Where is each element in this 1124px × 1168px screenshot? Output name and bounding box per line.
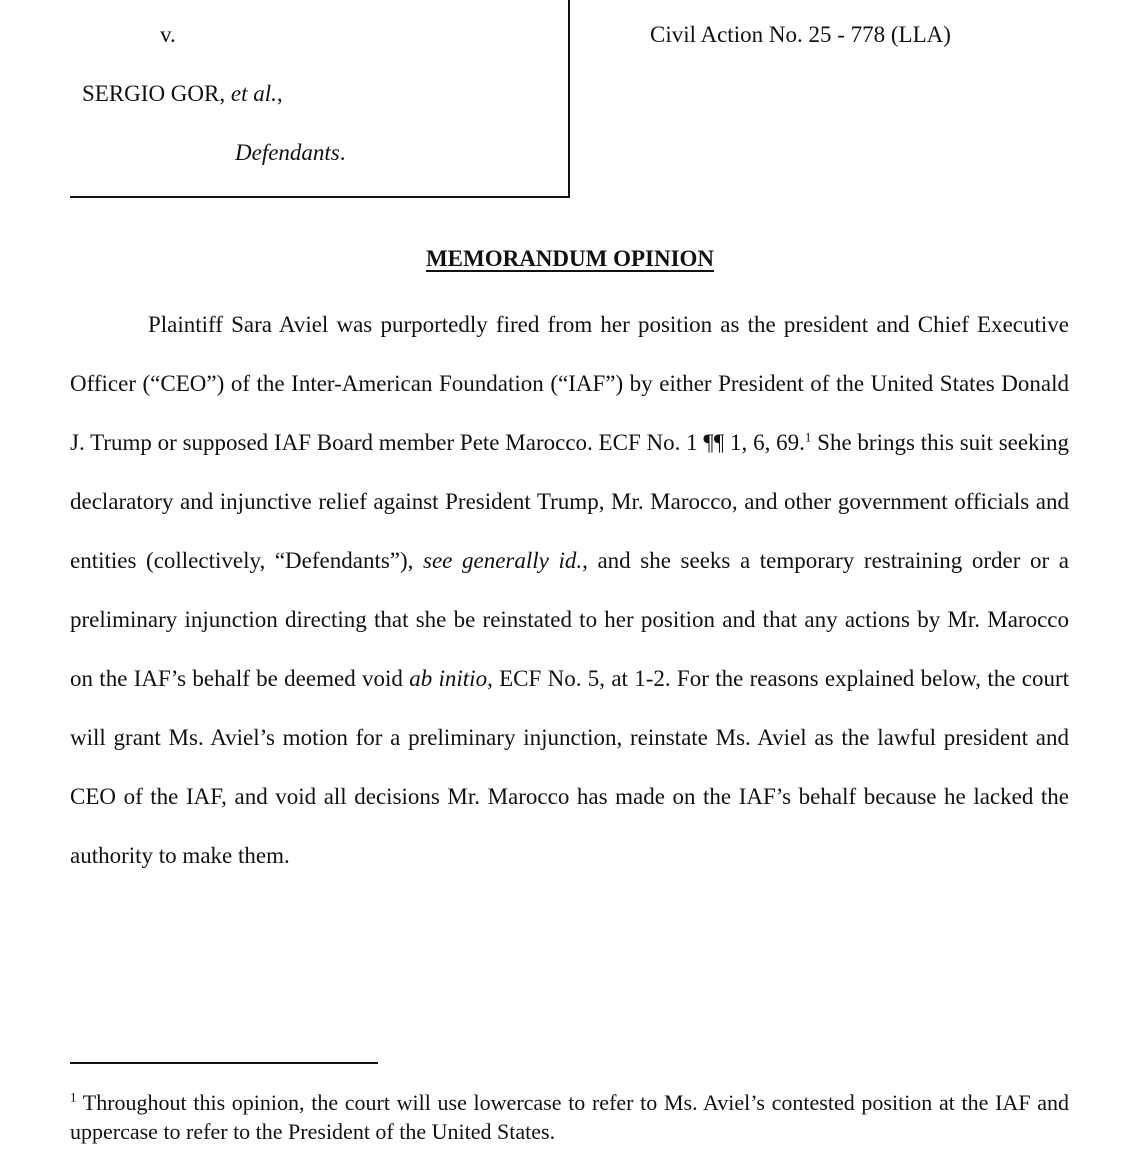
- body-ab-initio: ab initio: [409, 666, 488, 691]
- body-citation-see-generally: see generally id.: [423, 548, 583, 573]
- body-sentence-1: Plaintiff Sara Aviel was purportedly fired from her position as the president and Chief Executive Officer (“CEO”) of the Inter-American Foundation (“IAF”) by either President of the United States Donald J. Trump or supposed IAF Board member Pete Marocco. ECF No. 1 ¶¶ 1, 6, 69.: [70, 312, 1069, 455]
- footnote-number: 1: [70, 1089, 77, 1105]
- defendant-comma: ,: [276, 81, 283, 106]
- body-sentence-3: , and she seeks a temporary restraining order or a preliminary injunction directing that she be reinstated to her position and that any actions by Mr. Marocco on the IAF’s behalf be deemed void: [70, 548, 1069, 691]
- defendant-name-text: SERGIO GOR,: [82, 81, 231, 106]
- opinion-paragraph: [70, 295, 1069, 885]
- footnote: [70, 1088, 1069, 1146]
- caption-defendants-role: [235, 140, 346, 166]
- role-text: Defendants: [235, 140, 340, 165]
- footnote-reference: 1: [804, 429, 812, 445]
- caption-versus: v.: [160, 22, 176, 47]
- caption-defendant-name: [82, 81, 283, 107]
- body-sentence-2: She brings this suit seeking declaratory and injunctive relief against President Trump, Mr. Marocco, and other government officials and entities (collectively, “Defendants”),: [70, 430, 1069, 573]
- document-title: MEMORANDUM OPINION: [425, 246, 715, 271]
- civil-action-number: Civil Action No. 25 - 778 (LLA): [650, 22, 951, 47]
- defendant-etal: et al.: [230, 81, 277, 106]
- footnote-text: Throughout this opinion, the court will use lowercase to refer to Ms. Aviel’s contested position at the IAF and uppercase to refer to the President of the United States.: [70, 1090, 1069, 1144]
- role-period: .: [339, 140, 346, 165]
- body-sentence-4: , ECF No. 5, at 1-2. For the reasons explained below, the court will grant Ms. Aviel’s motion for a preliminary injunction, reinstate Ms. Aviel as the lawful president and CEO of the IAF, and void all decisions Mr. Marocco has made on the IAF’s behalf because he lacked the authority to make them.: [70, 666, 1070, 868]
- footnote-divider: [70, 1062, 378, 1064]
